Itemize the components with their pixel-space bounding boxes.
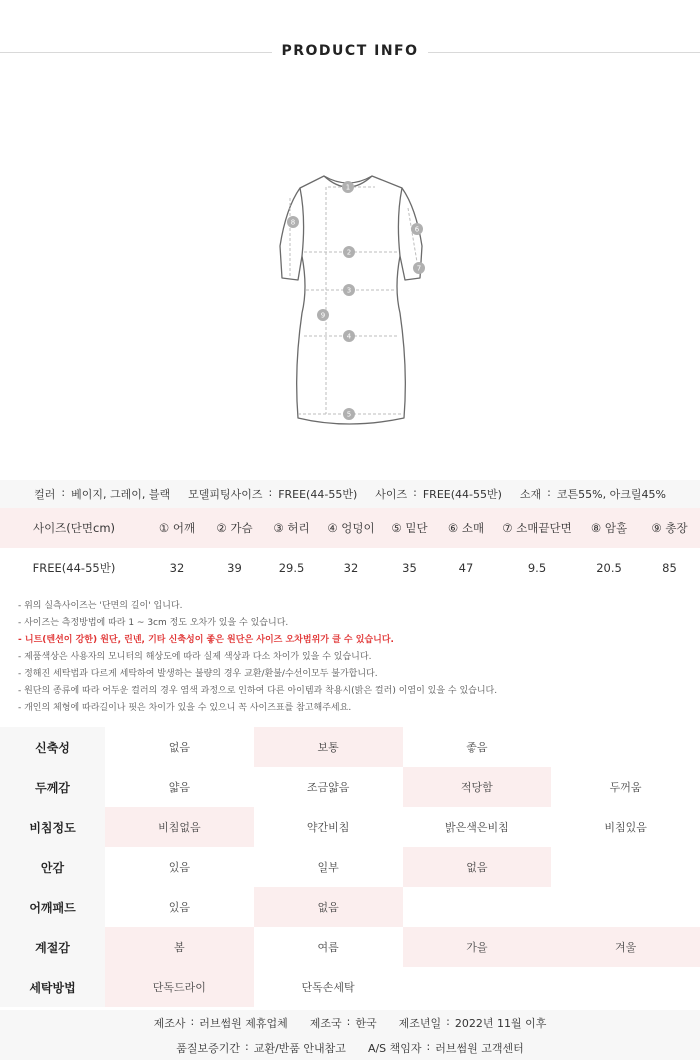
point-4 [343,330,355,342]
feel-label: 어깨패드 [0,887,105,927]
section-title: PRODUCT INFO [281,43,419,59]
feel-cell: 있음 [168,901,190,914]
feel-cell: 일부 [317,861,339,874]
feel-row-thickness [0,767,700,807]
feel-label: 안감 [0,847,105,887]
size-header-cuff: ⑦ 소매끝단면 [502,521,572,535]
country-label: 제조국 [309,1016,342,1030]
feel-cell: 없음 [168,741,190,754]
header-divider-left [0,52,272,53]
feel-cell: 약간비침 [306,821,350,834]
size-cell-hem: 35 [402,561,417,575]
maker-label: 제조사 [153,1016,186,1030]
feel-cell: 단독손세탁 [301,981,355,994]
note-item: - 제품색상은 사용자의 모니터의 해상도에 따라 실제 색상과 다소 차이가 있을 수 있습니다. [18,652,372,662]
size-table-header [0,508,700,548]
svg-text:6: 6 [414,225,420,234]
point-5 [343,408,355,420]
size-header-chest: ② 가슴 [216,521,253,535]
feel-label: 비침정도 [0,807,105,847]
size-cell-waist: 29.5 [278,561,305,575]
note-item: - 정해진 세탁법과 다르게 세탁하여 발생하는 불량의 경우 교환/환불/수선이모두 불가합니다. [18,669,378,679]
size-header-armhole: ⑧ 암홀 [590,521,628,535]
note-item: - 사이즈는 측정방법에 따라 1 ~ 3cm 정도 오차가 있을 수 있습니다. [18,618,289,628]
spec-model-value: FREE(44-55반) [278,488,358,501]
size-header-shoulder: ① 어깨 [158,521,196,535]
spec-color-label: 컬러 [34,488,56,501]
feel-cell [551,967,700,1007]
spec-model-label: 모델피팅사이즈 [188,488,263,501]
section-header [0,38,700,68]
warranty-value: 교환/반품 안내참고 [253,1041,346,1055]
date-info: 제조년일 : 2022년 11월 이후 [398,1014,547,1030]
spec-material-label: 소재 [519,488,542,501]
size-header-hip: ④ 엉덩이 [327,521,375,535]
svg-text:9: 9 [320,311,326,320]
point-3 [343,284,355,296]
spec-size-value: FREE(44-55반) [422,488,502,501]
spec-summary [0,480,700,508]
svg-text:2: 2 [346,248,352,257]
size-cell-hip: 32 [343,561,359,575]
size-notes [18,598,688,717]
size-header-length: ⑨ 총장 [651,521,688,535]
note-item-warning: - 니트(텐션이 강한) 원단, 린넨, 기타 신축성이 좋은 원단은 사이즈 오차범위가 클 수 있습니다. [18,635,394,645]
svg-text:1: 1 [345,183,351,192]
svg-text:5: 5 [346,410,352,419]
feel-cell: 두꺼움 [609,781,642,794]
country-value: 한국 [355,1016,377,1030]
size-cell-size: FREE(44-55반) [32,561,116,575]
size-cell-length: 85 [662,561,677,575]
feel-row-sheerness [0,807,700,847]
size-header-sleeve: ⑥ 소매 [447,521,485,535]
feel-cell: 밝은색은비침 [444,821,509,834]
feel-cell [403,967,552,1007]
warranty-info: 품질보증기간 : 교환/반품 안내참고 [176,1039,346,1055]
feel-cell: 비침있음 [604,821,647,834]
as-label: A/S 책임자 [367,1041,422,1055]
feel-cell: 좋음 [466,741,488,754]
feel-row-shoulder-pad [0,887,700,927]
spec-size-label: 사이즈 [375,488,408,501]
feel-row-lining [0,847,700,887]
size-cell-chest: 39 [227,561,242,575]
note-item: - 위의 실측사이즈는 '단면의 길이' 입니다. [18,601,183,611]
feel-cell [403,887,552,927]
feel-label: 신축성 [0,727,105,767]
point-7 [413,262,425,274]
measurement-points [287,181,425,420]
feel-row-washing [0,967,700,1007]
size-header-waist: ③ 허리 [273,521,310,535]
date-value: 2022년 11월 이후 [454,1016,547,1030]
feel-label: 계절감 [0,927,105,967]
feel-cell [551,847,700,887]
size-header-size: 사이즈(단면cm) [32,521,116,535]
maker-value: 러브썸원 제휴업체 [199,1016,288,1030]
country-info: 제조국 : 한국 [309,1014,377,1030]
spec-color-value: 베이지, 그레이, 블랙 [71,488,171,501]
feel-cell-selected: 없음 [403,847,552,887]
svg-text:8: 8 [290,218,296,227]
table-row [0,548,700,588]
point-8 [287,216,299,228]
spec-material-value: 코튼55%, 아크릴45% [556,488,666,501]
size-table [0,508,700,588]
as-info: A/S 책임자 : 러브썸원 고객센터 [367,1039,524,1055]
note-item: - 원단의 종류에 따라 어두운 컬러의 경우 염색 과정으로 인하여 다른 아이템과 착용시(밝은 컬러) 이염이 있을 수 있습니다. [18,686,498,696]
size-cell-cuff: 9.5 [527,561,547,575]
fabric-feel-table [0,727,700,1007]
feel-cell-selected: 가을 [403,927,552,967]
feel-cell-selected: 없음 [254,887,403,927]
feel-label: 두께감 [0,767,105,807]
feel-cell: 조금얇음 [306,781,350,794]
point-2 [343,246,355,258]
size-cell-armhole: 20.5 [596,561,622,575]
spec-size: 사이즈 : FREE(44-55반) [375,486,502,501]
note-item: - 개인의 체형에 따라길이나 핏은 차이가 있을 수 있으니 꼭 사이즈표를 참고해주세요. [18,703,352,713]
header-divider-right [428,52,700,53]
feel-cell-selected: 적당함 [403,767,552,807]
feel-cell [551,887,700,927]
point-6 [411,223,423,235]
svg-text:7: 7 [416,264,422,273]
warranty-label: 품질보증기간 [176,1041,240,1055]
point-1 [342,181,354,193]
svg-text:4: 4 [346,332,352,341]
feel-row-stretch [0,727,700,767]
maker-info: 제조사 : 러브썸원 제휴업체 [153,1014,288,1030]
feel-cell-selected: 보통 [254,727,403,767]
svg-text:3: 3 [346,286,352,295]
size-cell-shoulder: 32 [169,561,185,575]
date-label: 제조년일 [398,1016,442,1030]
feel-label: 세탁방법 [0,967,105,1007]
as-value: 러브썸원 고객센터 [435,1041,524,1055]
feel-cell-selected: 단독드라이 [105,967,254,1007]
feel-cell-selected: 겨울 [551,927,700,967]
feel-cell: 얇음 [168,781,190,794]
garment-measurement-diagram [268,168,434,430]
feel-cell: 있음 [168,861,190,874]
feel-cell-selected: 봄 [105,927,254,967]
spec-material: 소재 : 코튼55%, 아크릴45% [519,486,666,501]
size-cell-sleeve: 47 [458,561,474,575]
feel-cell-selected: 비침없음 [105,807,254,847]
size-header-hem: ⑤ 밑단 [391,521,428,535]
feel-row-season [0,927,700,967]
feel-cell: 여름 [317,941,339,954]
point-9 [317,309,329,321]
product-legal-info [0,1010,700,1060]
feel-cell [551,727,700,767]
spec-color: 컬러 : 베이지, 그레이, 블랙 [34,486,171,501]
spec-model-size: 모델피팅사이즈 : FREE(44-55반) [188,486,358,501]
